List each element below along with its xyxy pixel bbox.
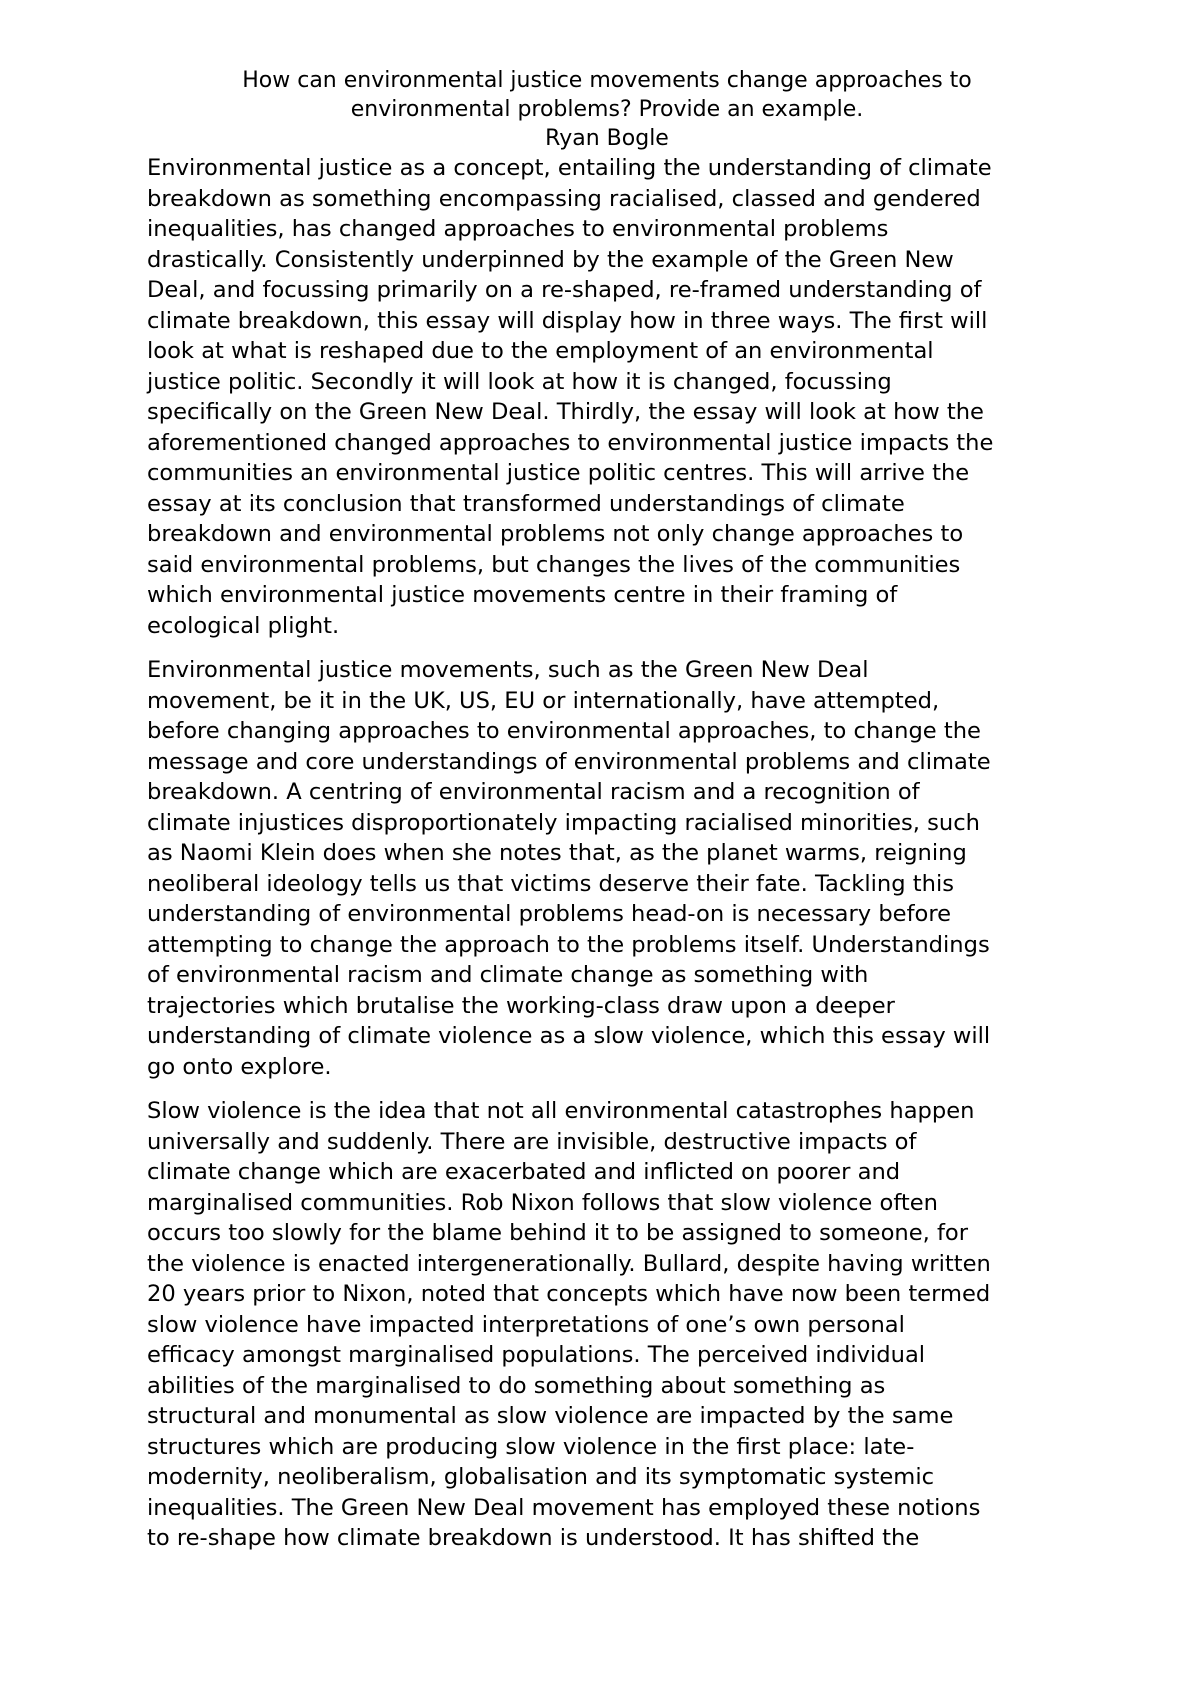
text-line: movement, be it in the UK, US, EU or internationally, have attempted, [147, 687, 940, 714]
text-line: structures which are producing slow violence in the first place: late- [147, 1433, 915, 1460]
text-line: of environmental racism and climate change as something with [147, 962, 869, 988]
title-block [147, 66, 1067, 153]
document-content [147, 66, 1067, 1554]
text-line: climate injustices disproportionately impacting racialised minorities, such [147, 809, 980, 836]
text-line: before changing approaches to environmental approaches, to change the [147, 718, 981, 744]
text-line: neoliberal ideology tells us that victims deserve their fate. Tackling this [147, 870, 954, 897]
text-line: slow violence have impacted interpretations of one’s own personal [147, 1311, 905, 1338]
text-line: aforementioned changed approaches to environmental justice impacts the [147, 429, 994, 456]
text-line: understanding of environmental problems head-on is necessary before [147, 901, 952, 927]
text-line: Deal, and focussing primarily on a re-shaped, re-framed understanding of [147, 277, 982, 303]
text-line: which environmental justice movements centre in their framing of [147, 582, 898, 608]
text-line: essay at its conclusion that transformed understandings of climate [147, 490, 905, 517]
text-line: Slow violence is the idea that not all environmental catastrophes happen [147, 1098, 975, 1124]
text-line: climate breakdown, this essay will display how in three ways. The first will [147, 307, 988, 334]
essay-title-line: How can environmental justice movements change approaches to [242, 68, 972, 93]
text-line: drastically. Consistently underpinned by the example of the Green New [147, 246, 954, 273]
paragraph [147, 153, 1067, 641]
text-line: specifically on the Green New Deal. Thirdly, the essay will look at how the [147, 399, 984, 425]
text-line: inequalities, has changed approaches to environmental problems [147, 216, 889, 242]
paragraph [147, 655, 1067, 1082]
text-line: the violence is enacted intergenerationally. Bullard, despite having written [147, 1250, 991, 1277]
text-line: attempting to change the approach to the problems itself. Understandings [147, 931, 990, 958]
text-line: universally and suddenly. There are invisible, destructive impacts of [147, 1128, 917, 1155]
text-line: ecological plight. [147, 612, 340, 639]
text-line: 20 years prior to Nixon, noted that concepts which have now been termed [147, 1281, 991, 1307]
text-line: abilities of the marginalised to do something about something as [147, 1372, 886, 1399]
text-line: breakdown and environmental problems not only change approaches to [147, 521, 964, 547]
text-line: said environmental problems, but changes the lives of the communities [147, 551, 961, 578]
text-line: Environmental justice as a concept, entailing the understanding of climate [147, 155, 992, 181]
text-line: communities an environmental justice politic centres. This will arrive the [147, 460, 970, 486]
text-line: go onto explore. [147, 1053, 332, 1080]
essay-title-line: environmental problems? Provide an example. [350, 97, 864, 122]
text-line: breakdown as something encompassing racialised, classed and gendered [147, 185, 981, 212]
text-line: message and core understandings of environmental problems and climate [147, 748, 991, 775]
text-line: breakdown. A centring of environmental racism and a recognition of [147, 779, 920, 805]
text-line: structural and monumental as slow violence are impacted by the same [147, 1403, 954, 1429]
text-line: to re-shape how climate breakdown is understood. It has shifted the [147, 1525, 920, 1551]
text-line: occurs too slowly for the blame behind it to be assigned to someone, for [147, 1220, 969, 1246]
text-line: climate change which are exacerbated and inflicted on poorer and [147, 1159, 901, 1185]
author-name: Ryan Bogle [545, 126, 669, 151]
paragraph [147, 1096, 1067, 1554]
text-line: look at what is reshaped due to the employment of an environmental [147, 338, 934, 364]
essay-body [147, 153, 1067, 1554]
text-line: understanding of climate violence as a slow violence, which this essay will [147, 1023, 991, 1049]
text-line: Environmental justice movements, such as the Green New Deal [147, 657, 869, 683]
text-line: justice politic. Secondly it will look at how it is changed, focussing [147, 368, 892, 395]
text-line: marginalised communities. Rob Nixon follows that slow violence often [147, 1189, 938, 1216]
text-line: modernity, neoliberalism, globalisation and its symptomatic systemic [147, 1464, 935, 1490]
text-line: inequalities. The Green New Deal movement has employed these notions [147, 1494, 981, 1521]
text-line: as Naomi Klein does when she notes that, as the planet warms, reigning [147, 840, 967, 866]
text-line: trajectories which brutalise the working-class draw upon a deeper [147, 992, 895, 1019]
text-line: efficacy amongst marginalised populations. The perceived individual [147, 1342, 926, 1368]
